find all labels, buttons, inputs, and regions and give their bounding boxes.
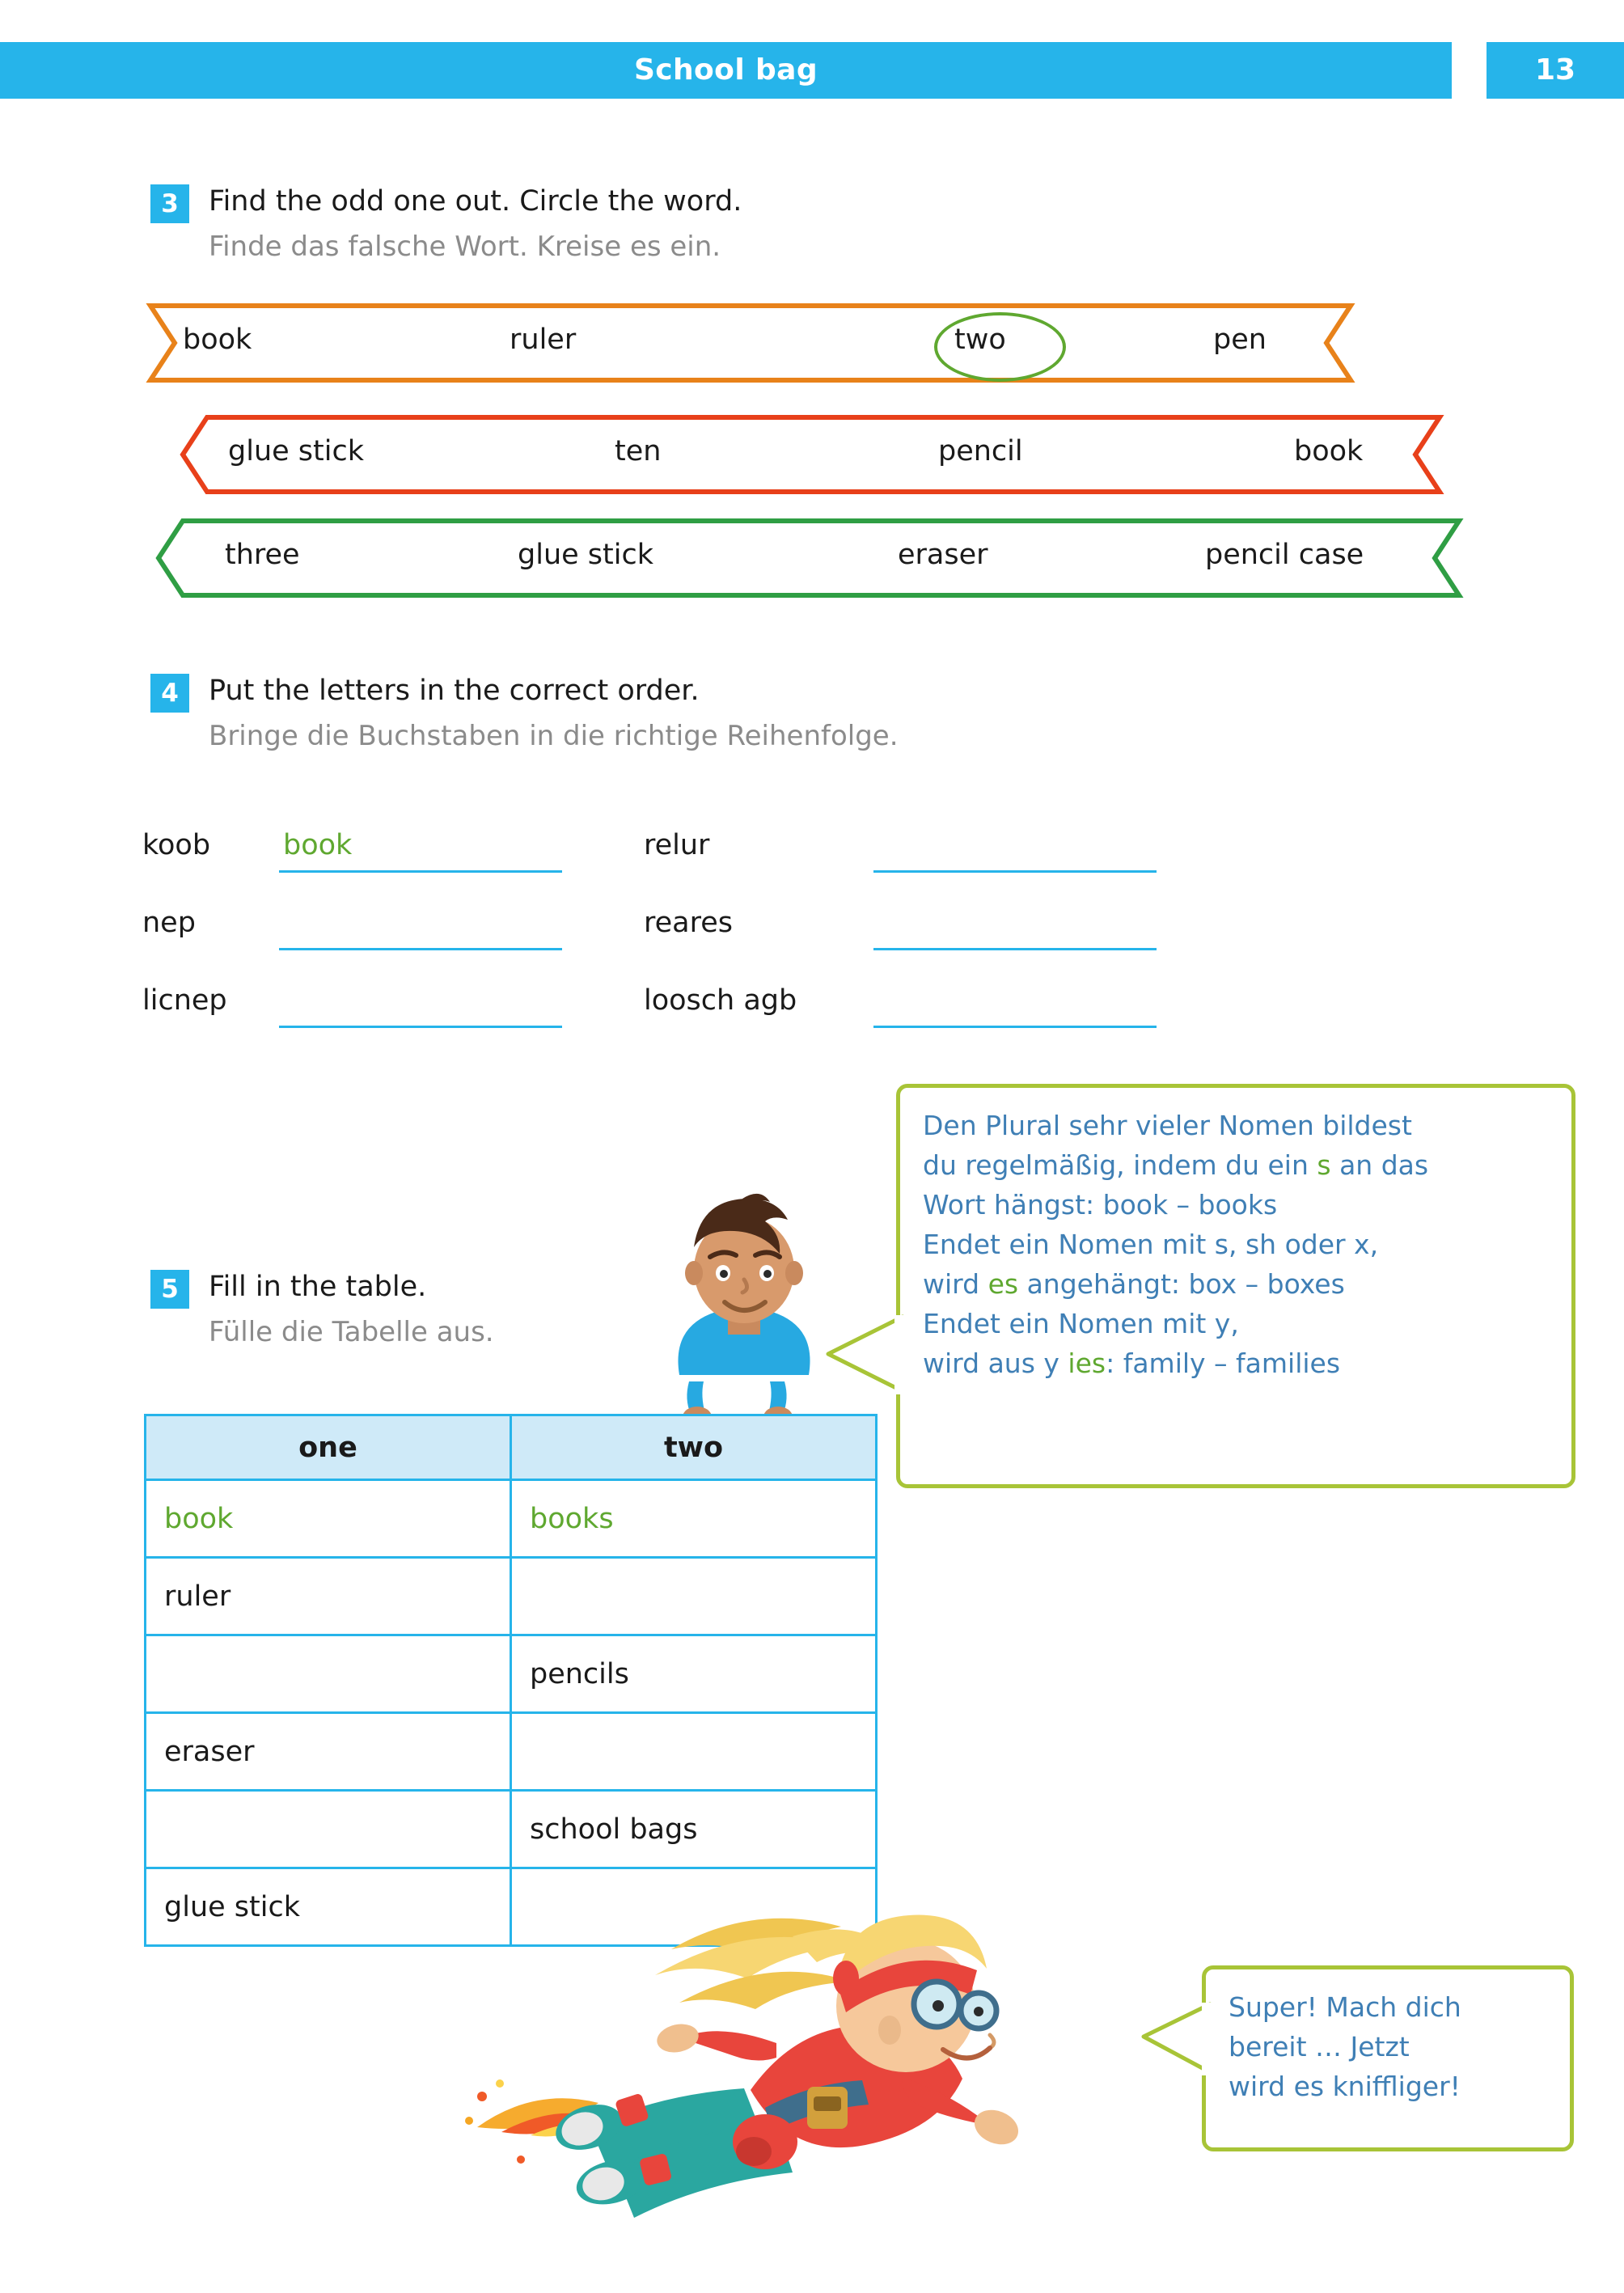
answer-line[interactable] bbox=[279, 870, 562, 873]
boy-illustration bbox=[647, 1189, 857, 1432]
odd-one-out-word[interactable]: three bbox=[225, 539, 300, 571]
cheer-bubble bbox=[1202, 1965, 1574, 2151]
banner-shape-orange bbox=[146, 301, 1359, 385]
table-row bbox=[146, 1558, 877, 1635]
table-cell-one[interactable]: eraser bbox=[146, 1713, 511, 1791]
grammar-tip-text bbox=[900, 1088, 1571, 1401]
scramble-word: licnep bbox=[142, 984, 227, 1017]
tip-line-5a: wird bbox=[923, 1268, 988, 1300]
odd-one-out-word[interactable]: pencil case bbox=[1205, 539, 1364, 571]
plural-table bbox=[144, 1414, 878, 1947]
cheer-bubble-tail bbox=[1140, 1998, 1213, 2079]
tip-line-1: Den Plural sehr vieler Nomen bildest bbox=[923, 1110, 1412, 1141]
odd-one-out-word[interactable]: ruler bbox=[510, 324, 577, 356]
table-cell-one[interactable] bbox=[146, 1791, 511, 1868]
table-header-two: two bbox=[511, 1415, 877, 1480]
scramble-word: reares bbox=[644, 907, 733, 939]
tip-line-2a: du regelmäßig, indem du ein bbox=[923, 1149, 1317, 1181]
scramble-word: koob bbox=[142, 829, 211, 861]
exercise-3-subtitle: Finde das falsche Wort. Kreise es ein. bbox=[209, 231, 721, 263]
answer-line[interactable] bbox=[873, 1026, 1157, 1028]
boy-character-figure bbox=[647, 1189, 857, 1432]
grammar-tip-bubble bbox=[896, 1084, 1575, 1488]
table-header-one: one bbox=[146, 1415, 511, 1480]
cheer-line-3: wird es kniffliger! bbox=[1229, 2071, 1461, 2102]
exercise-3-title: Find the odd one out. Circle the word. bbox=[209, 185, 742, 218]
exercise-4-title: Put the letters in the correct order. bbox=[209, 675, 700, 707]
exercise-5-title: Fill in the table. bbox=[209, 1271, 427, 1303]
exercise-4-subtitle: Bringe die Buchstaben in die richtige Reihenfolge. bbox=[209, 720, 899, 752]
cheer-line-2: bereit … Jetzt bbox=[1229, 2031, 1410, 2062]
odd-one-out-word[interactable]: book bbox=[183, 324, 252, 356]
odd-one-out-word[interactable]: ten bbox=[615, 435, 662, 467]
table-cell-two[interactable]: pencils bbox=[511, 1635, 877, 1713]
scramble-word: relur bbox=[644, 829, 710, 861]
girl-character-figure bbox=[453, 1885, 1116, 2257]
odd-one-out-row-3[interactable] bbox=[154, 516, 1464, 594]
odd-one-out-word[interactable]: glue stick bbox=[518, 539, 653, 571]
tip-line-7-highlight: ies bbox=[1068, 1347, 1106, 1379]
table-header-row bbox=[146, 1415, 877, 1480]
odd-one-out-word[interactable]: eraser bbox=[898, 539, 988, 571]
answer-line[interactable] bbox=[279, 1026, 562, 1028]
odd-one-out-word[interactable]: pencil bbox=[938, 435, 1023, 467]
table-cell-two[interactable]: books bbox=[511, 1480, 877, 1558]
table-row bbox=[146, 1635, 877, 1713]
table-row bbox=[146, 1480, 877, 1558]
cheer-bubble-text bbox=[1206, 1969, 1570, 2124]
table-cell-one[interactable]: book bbox=[146, 1480, 511, 1558]
table-row bbox=[146, 1791, 877, 1868]
page-number-badge: 13 bbox=[1487, 42, 1624, 99]
banner-shape-red bbox=[178, 412, 1448, 497]
page-header bbox=[0, 42, 1624, 99]
table-cell-two[interactable]: school bags bbox=[511, 1791, 877, 1868]
tip-line-2b: an das bbox=[1330, 1149, 1429, 1181]
tip-line-3: Wort hängst: book – books bbox=[923, 1189, 1278, 1221]
odd-one-out-word[interactable]: book bbox=[1294, 435, 1364, 467]
scramble-word: loosch agb bbox=[644, 984, 797, 1017]
scramble-word: nep bbox=[142, 907, 196, 939]
table-cell-one[interactable] bbox=[146, 1635, 511, 1713]
tip-line-7b: : family – families bbox=[1106, 1347, 1341, 1379]
girl-illustration bbox=[453, 1885, 1116, 2257]
answer-line[interactable] bbox=[873, 948, 1157, 950]
answer-line[interactable] bbox=[873, 870, 1157, 873]
exercise-3-number: 3 bbox=[150, 184, 189, 223]
table-cell-one[interactable]: ruler bbox=[146, 1558, 511, 1635]
odd-one-out-row-2[interactable] bbox=[178, 412, 1448, 490]
answer-line[interactable] bbox=[279, 948, 562, 950]
tip-line-6: Endet ein Nomen mit y, bbox=[923, 1308, 1239, 1339]
tip-line-5-highlight: es bbox=[988, 1268, 1019, 1300]
odd-one-out-row-1[interactable] bbox=[146, 301, 1359, 379]
odd-one-out-word[interactable]: glue stick bbox=[228, 435, 364, 467]
page-title: School bag bbox=[633, 53, 818, 87]
tip-line-5b: angehängt: box – boxes bbox=[1018, 1268, 1345, 1300]
odd-one-out-word[interactable]: two bbox=[954, 324, 1006, 356]
tip-line-2-highlight: s bbox=[1317, 1149, 1331, 1181]
tip-line-4: Endet ein Nomen mit s, sh oder x, bbox=[923, 1229, 1379, 1260]
exercise-4-number: 4 bbox=[150, 674, 189, 713]
table-row bbox=[146, 1713, 877, 1791]
tip-line-7a: wird aus y bbox=[923, 1347, 1068, 1379]
circled-answer-marker bbox=[934, 312, 1066, 382]
table-cell-one[interactable]: glue stick bbox=[146, 1868, 511, 1946]
scramble-answer[interactable]: book bbox=[283, 829, 353, 861]
cheer-line-1: Super! Mach dich bbox=[1229, 1991, 1461, 2023]
odd-one-out-word[interactable]: pen bbox=[1213, 324, 1267, 356]
table-cell-two[interactable] bbox=[511, 1558, 877, 1635]
table-cell-two[interactable] bbox=[511, 1713, 877, 1791]
exercise-5-number: 5 bbox=[150, 1270, 189, 1309]
exercise-5-subtitle: Fülle die Tabelle aus. bbox=[209, 1316, 494, 1348]
